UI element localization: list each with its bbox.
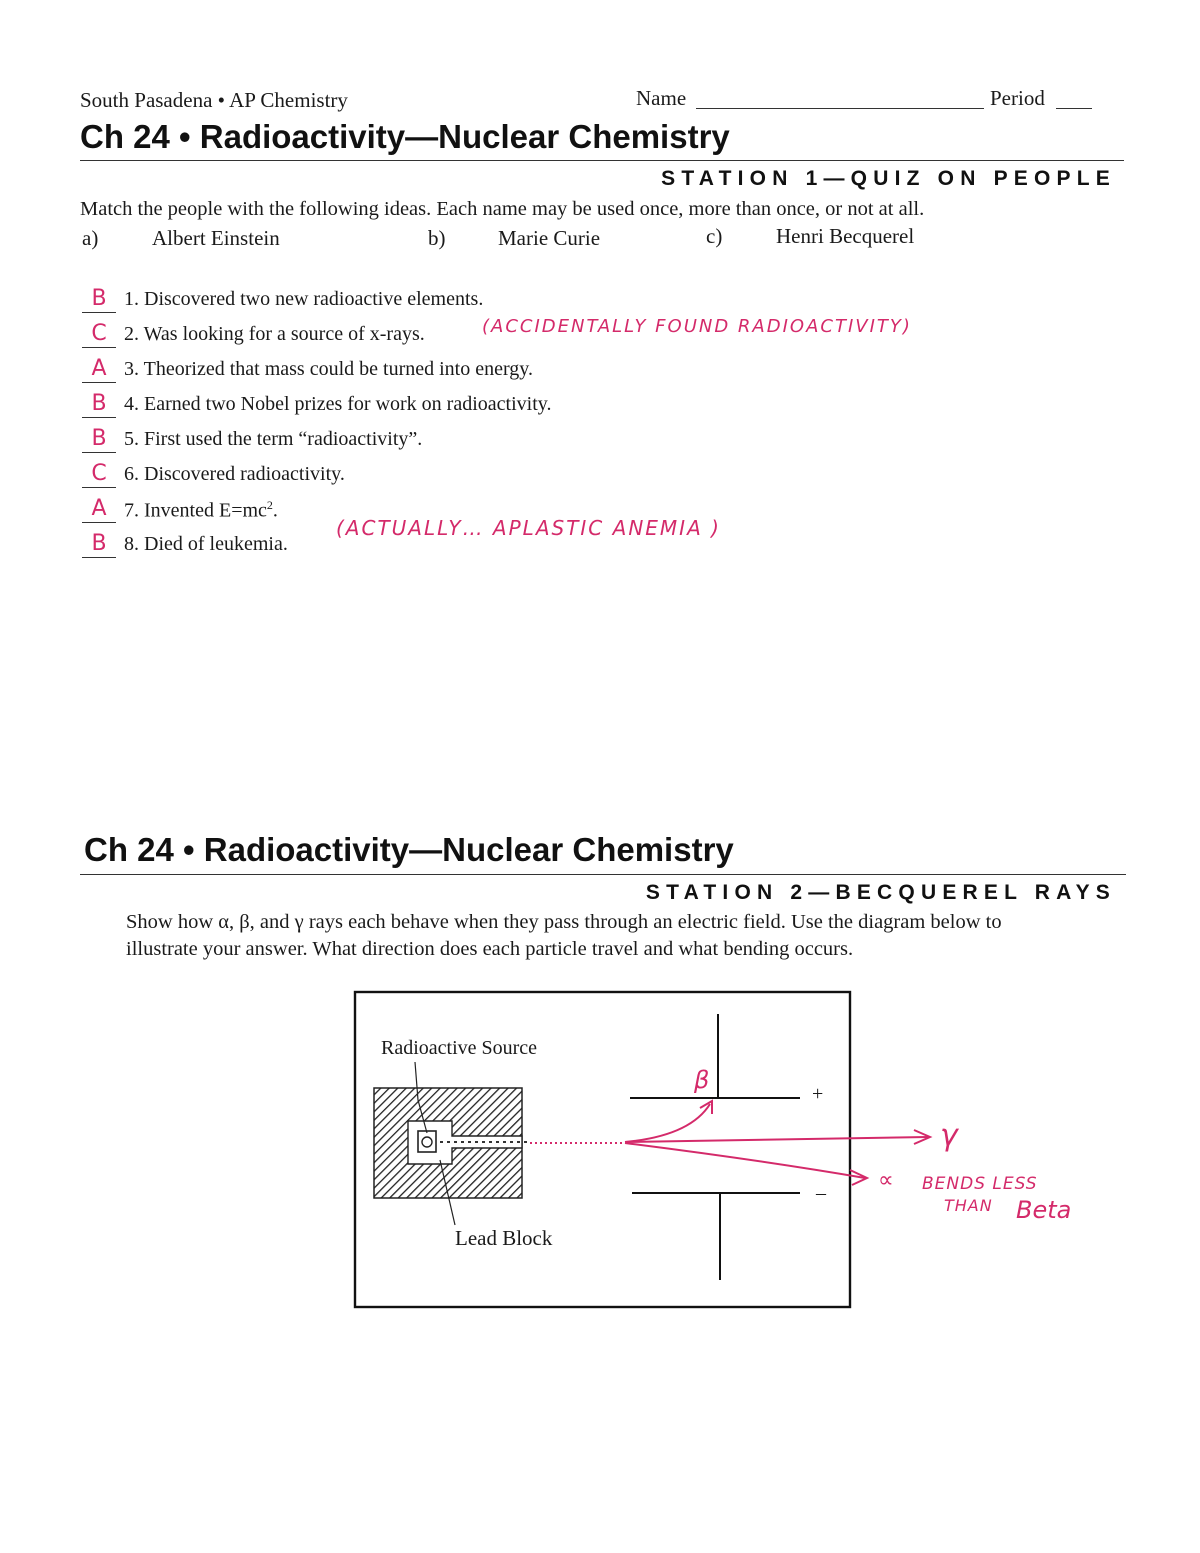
question-4: 4. Earned two Nobel prizes for work on radioactivity. <box>124 393 552 415</box>
plus-label: + <box>812 1083 824 1105</box>
question-7: 7. Invented $E=mc^2$. <box>124 498 278 522</box>
answer-5[interactable]: B <box>82 426 116 453</box>
station1-heading: STATION 1—QUIZ ON PEOPLE <box>661 167 1116 190</box>
beta-label: β <box>694 1066 710 1094</box>
section1-instructions: Match the people with the following ideas. Each name may be used once, more than once, or not at all. <box>80 198 925 220</box>
name-label: Name <box>636 86 687 110</box>
section2-instructions-1: Show how α, β, and γ rays each behave when they pass through an electric field. Use the diagram below to <box>126 911 1002 933</box>
section2-title: Ch 24 • Radioactivity—Nuclear Chemistry <box>84 831 734 868</box>
answer-6[interactable]: C <box>82 461 116 488</box>
station2-heading: STATION 2—BECQUEREL RAYS <box>645 881 1116 904</box>
course-header: South Pasadena • AP Chemistry <box>80 88 348 112</box>
alpha-note-2: THAN <box>944 1196 993 1215</box>
gamma-path <box>625 1137 928 1142</box>
question-1: 1. Discovered two new radioactive elements. <box>124 288 484 310</box>
section2-instructions-2: illustrate your answer. What direction does each particle travel and what bending occurs. <box>126 938 854 960</box>
question-3: 3. Theorized that mass could be turned into energy. <box>124 358 533 380</box>
answer-8[interactable]: B <box>82 531 116 558</box>
period-label: Period <box>990 86 1045 110</box>
note-2: (ACCIDENTALLY FOUND RADIOACTIVITY) <box>482 316 912 337</box>
question-2: 2. Was looking for a source of x-rays. <box>124 323 425 345</box>
choice-a-letter: a) <box>82 226 99 250</box>
beta-path <box>625 1104 710 1142</box>
note-8: (ACTUALLY… APLASTIC ANEMIA ) <box>336 516 721 540</box>
radioactive-source <box>418 1131 436 1152</box>
answer-4[interactable]: B <box>82 391 116 418</box>
minus-label: – <box>816 1182 826 1204</box>
choice-b-letter: b) <box>428 226 446 250</box>
answer-1[interactable]: B <box>82 286 116 313</box>
alpha-note-1: BENDS LESS <box>922 1174 1038 1194</box>
choice-c-letter: c) <box>706 224 723 248</box>
answer-3[interactable]: A <box>82 356 116 383</box>
question-6: 6. Discovered radioactivity. <box>124 463 345 485</box>
source-label: Radioactive Source <box>381 1037 538 1059</box>
choice-a-name: Albert Einstein <box>152 226 280 250</box>
choice-c-name: Henri Becquerel <box>776 224 915 248</box>
answer-7[interactable]: A <box>82 496 116 523</box>
block-label: Lead Block <box>455 1226 553 1250</box>
question-5: 5. First used the term “radioactivity”. <box>124 428 423 450</box>
alpha-note-beta: Beta <box>1016 1196 1072 1224</box>
choice-b-name: Marie Curie <box>498 226 601 250</box>
alpha-path <box>625 1143 865 1178</box>
gamma-label: γ <box>940 1118 958 1153</box>
question-8: 8. Died of leukemia. <box>124 533 288 555</box>
section1-title: Ch 24 • Radioactivity—Nuclear Chemistry <box>80 118 730 155</box>
answer-2[interactable]: C <box>82 321 116 348</box>
alpha-label: ∝ <box>878 1168 894 1193</box>
